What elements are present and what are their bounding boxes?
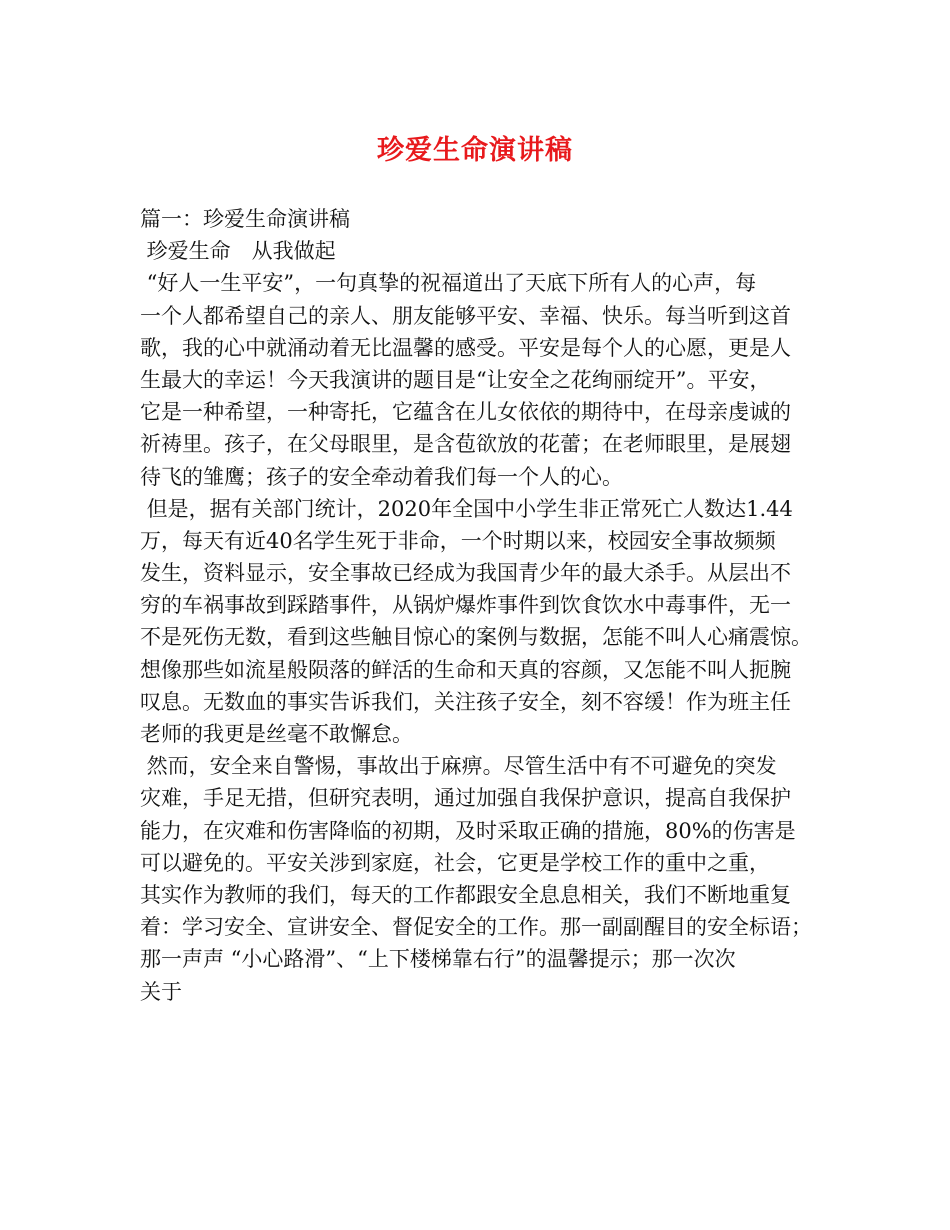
body-line: 祈祷里。孩子，在父母眼里，是含苞欲放的花蕾；在老师眼里，是展翅 [140, 432, 791, 457]
document-title: 珍爱生命演讲稿 [377, 135, 573, 166]
body-line: 然而，安全来自警惕，事故出于麻痹。尽管生活中有不可避免的突发 [140, 754, 777, 779]
body-line: 穷的车祸事故到踩踏事件，从锅炉爆炸事件到饮食饮水中毒事件，无一 [140, 593, 791, 618]
body-line: 能力，在灾难和伤害降临的初期，及时采取正确的措施，80%的伤害是 [140, 818, 796, 843]
body-line: 灾难，手足无措，但研究表明，通过加强自我保护意识，提高自我保护 [140, 786, 791, 811]
body-line: 那一声声 “小心路滑”、“上下楼梯靠右行”的温馨提示；那一次次 [140, 947, 736, 972]
body-line: 老师的我更是丝毫不敢懈怠。 [140, 722, 413, 746]
body-line: 叹息。无数血的事实告诉我们，关注孩子安全，刻不容缓！作为班主任 [140, 689, 791, 714]
body-line: 生最大的幸运！今天我演讲的题目是“让安全之花绚丽绽开”。平安， [140, 367, 771, 392]
body-line: 歌，我的心中就涌动着无比温馨的感受。平安是每个人的心愿，更是人 [140, 335, 791, 360]
body-line: 关于 [140, 979, 182, 1004]
body-line: 篇一：珍爱生命演讲稿 [140, 207, 350, 231]
body-line: 但是，据有关部门统计，2020年全国中小学生非正常死亡人数达1.44 [140, 496, 793, 521]
body-line: 珍爱生命 从我做起 [140, 239, 336, 264]
body-line: “好人一生平安”，一句真挚的祝福道出了天底下所有人的心声，每 [140, 271, 757, 296]
body-line: 发生，资料显示，安全事故已经成为我国青少年的最大杀手。从层出不 [140, 561, 791, 586]
body-line: 一个人都希望自己的亲人、朋友能够平安、幸福、快乐。每当听到这首 [140, 303, 791, 328]
body-line: 待飞的雏鹰；孩子的安全牵动着我们每一个人的心。 [140, 464, 623, 489]
body-line: 着：学习安全、宣讲安全、督促安全的工作。那一副副醒目的安全标语； [140, 915, 812, 940]
body-line: 不是死伤无数，看到这些触目惊心的案例与数据，怎能不叫人心痛震惊。 [140, 625, 812, 650]
body-line: 它是一种希望，一种寄托，它蕴含在儿女依依的期待中，在母亲虔诚的 [140, 400, 791, 425]
body-line: 万，每天有近40名学生死于非命，一个时期以来，校园安全事故频频 [140, 528, 776, 553]
body-line: 想像那些如流星般陨落的鲜活的生命和天真的容颜，又怎能不叫人扼腕 [140, 657, 791, 682]
document-body [140, 203, 840, 1008]
body-line: 可以避免的。平安关涉到家庭，社会，它更是学校工作的重中之重， [140, 850, 770, 875]
body-line: 其实作为教师的我们，每天的工作都跟安全息息相关，我们不断地重复 [140, 882, 791, 907]
